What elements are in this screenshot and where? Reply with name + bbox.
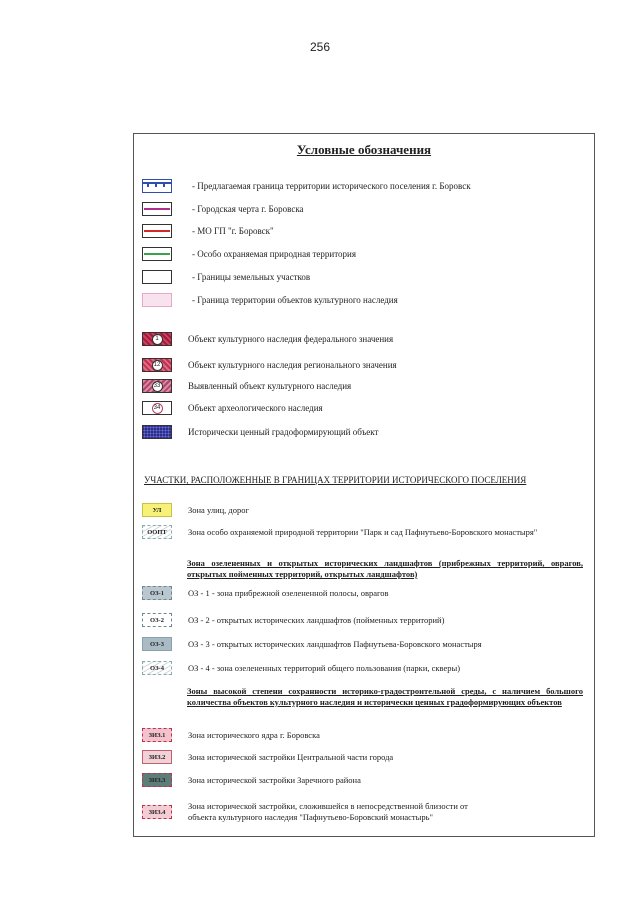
city-line-icon: [142, 202, 172, 216]
legend-label: - Граница территории объектов культурного наследия: [192, 295, 398, 305]
zone-code: ОЗ-3: [150, 640, 164, 648]
archaeology-icon: [142, 401, 172, 415]
zone-label: ОЗ - 4 - зона озелененных территорий общего пользования (парки, скверы): [188, 662, 461, 673]
zone-row-oz1: [142, 585, 389, 601]
oz2-zone-icon: [142, 613, 172, 627]
city-forming-object-icon: [142, 425, 172, 439]
heritage-boundary-icon: [142, 293, 172, 307]
zone-row-oz2: [142, 612, 444, 628]
object-number: 34: [152, 403, 163, 414]
legend-label: Объект культурного наследия регионального значения: [188, 360, 397, 370]
legend-label: - Предлагаемая граница территории исторического поселения г. Боровск: [192, 181, 471, 191]
ziz3-zone-icon: [142, 773, 172, 787]
zone-code: ООПТ: [147, 528, 167, 536]
ziz4-zone-icon: [142, 805, 172, 819]
legend-label: Объект археологического наследия: [188, 403, 323, 413]
legend-frame: [133, 133, 595, 837]
zone-row-ziz3: [142, 772, 361, 788]
zone-row-oz3: [142, 636, 482, 652]
legend-row-plots: [142, 269, 310, 285]
legend-label: - Границы земельных участков: [192, 272, 311, 282]
object-number: 1: [152, 334, 163, 345]
zone-code: ОЗ-2: [150, 616, 164, 624]
zone-row-ziz2: [142, 749, 393, 765]
legend-row-regional: [142, 357, 397, 373]
legend-label: Выявленный объект культурного наследия: [188, 381, 352, 391]
boundary-line-icon: [142, 179, 172, 193]
legend-row-boundary: [142, 178, 471, 194]
zone-code: ЗИЗ.2: [148, 753, 166, 761]
ziz-heading: Зоны высокой степени сохранности историко-градостроительной среды, с наличием большого количества объектов культурного наследия и исторически ценных градоформирующих объектов: [187, 686, 583, 707]
legend-row-federal: [142, 331, 393, 347]
legend-row-archaeology: [142, 400, 323, 416]
legend-row-city-forming: [142, 424, 378, 440]
zone-label: ОЗ - 1 - зона прибрежной озелененной полосы, оврагов: [188, 587, 389, 598]
zone-code: ЗИЗ.1: [148, 731, 166, 739]
object-number: 12: [152, 360, 163, 371]
zone-code: УЛ: [152, 506, 162, 514]
zone-row-ziz1: [142, 727, 320, 743]
legend-title: Условные обозначения: [296, 142, 432, 157]
legend-row-identified: [142, 378, 351, 394]
oz-heading: Зона озелененных и открытых исторических ландшафтов (прибрежных территорий, оврагов, открытых пойменных территорий, открытых ландшафтов): [187, 558, 583, 579]
federal-heritage-icon: [142, 332, 172, 346]
legend-label: Исторически ценный градоформирующий объект: [188, 427, 379, 437]
legend-row-oopt: [142, 246, 356, 262]
land-plot-line-icon: [142, 270, 172, 284]
page-number: 256: [309, 40, 331, 54]
zone-label: ОЗ - 3 - открытых исторических ландшафтов Пафнутьева-Боровского монастыря: [188, 638, 482, 649]
oz3-zone-icon: [142, 637, 172, 651]
protected-zone-icon: [142, 525, 172, 539]
identified-heritage-icon: [142, 379, 172, 393]
street-zone-icon: [142, 503, 172, 517]
oz4-zone-icon: [142, 661, 172, 675]
regional-heritage-icon: [142, 358, 172, 372]
zone-label: ОЗ - 2 - открытых исторических ландшафтов (пойменных территорий): [188, 614, 445, 625]
object-number: 33: [152, 381, 163, 392]
legend-label: - Городская черта г. Боровска: [192, 204, 304, 214]
ziz2-zone-icon: [142, 750, 172, 764]
legend-row-city-line: [142, 201, 304, 217]
zone-code: ОЗ-4: [150, 664, 164, 672]
zone-code: ЗИЗ.3: [148, 776, 166, 784]
mo-line-icon: [142, 224, 172, 238]
legend-row-heritage-boundary: [142, 292, 398, 308]
zone-row-oopt: [142, 524, 537, 540]
zone-code: ОЗ-1: [150, 589, 164, 597]
zone-code: ЗИЗ.4: [148, 808, 166, 816]
zone-label: Зона исторического ядра г. Боровска: [188, 729, 320, 740]
legend-label: Объект культурного наследия федерального значения: [188, 334, 394, 344]
zone-label: Зона улиц, дорог: [188, 504, 249, 515]
legend-label: - Особо охраняемая природная территория: [192, 249, 356, 259]
zone-row-oz4: [142, 660, 460, 676]
oz1-zone-icon: [142, 586, 172, 600]
zone-row-ul: [142, 502, 249, 518]
ziz1-zone-icon: [142, 728, 172, 742]
legend-label: - МО ГП "г. Боровск": [192, 226, 274, 236]
section-heading: УЧАСТКИ, РАСПОЛОЖЕННЫЕ В ГРАНИЦАХ ТЕРРИТОРИИ ИСТОРИЧЕСКОГО ПОСЕЛЕНИЯ: [144, 475, 527, 485]
zone-label: Зона исторической застройки Центральной части города: [188, 751, 394, 762]
legend-row-mo: [142, 223, 274, 239]
protected-area-line-icon: [142, 247, 172, 261]
zone-label: Зона исторической застройки, сложившейся в непосредственной близости от объекта культурного наследия "Пафнутьево-Боровский монастырь": [188, 801, 468, 822]
zone-row-ziz4: [142, 800, 488, 824]
zone-label: Зона особо охраняемой природной территории "Парк и сад Пафнутьево-Боровского монастыря": [188, 526, 538, 537]
zone-label: Зона исторической застройки Заречного района: [188, 774, 361, 785]
